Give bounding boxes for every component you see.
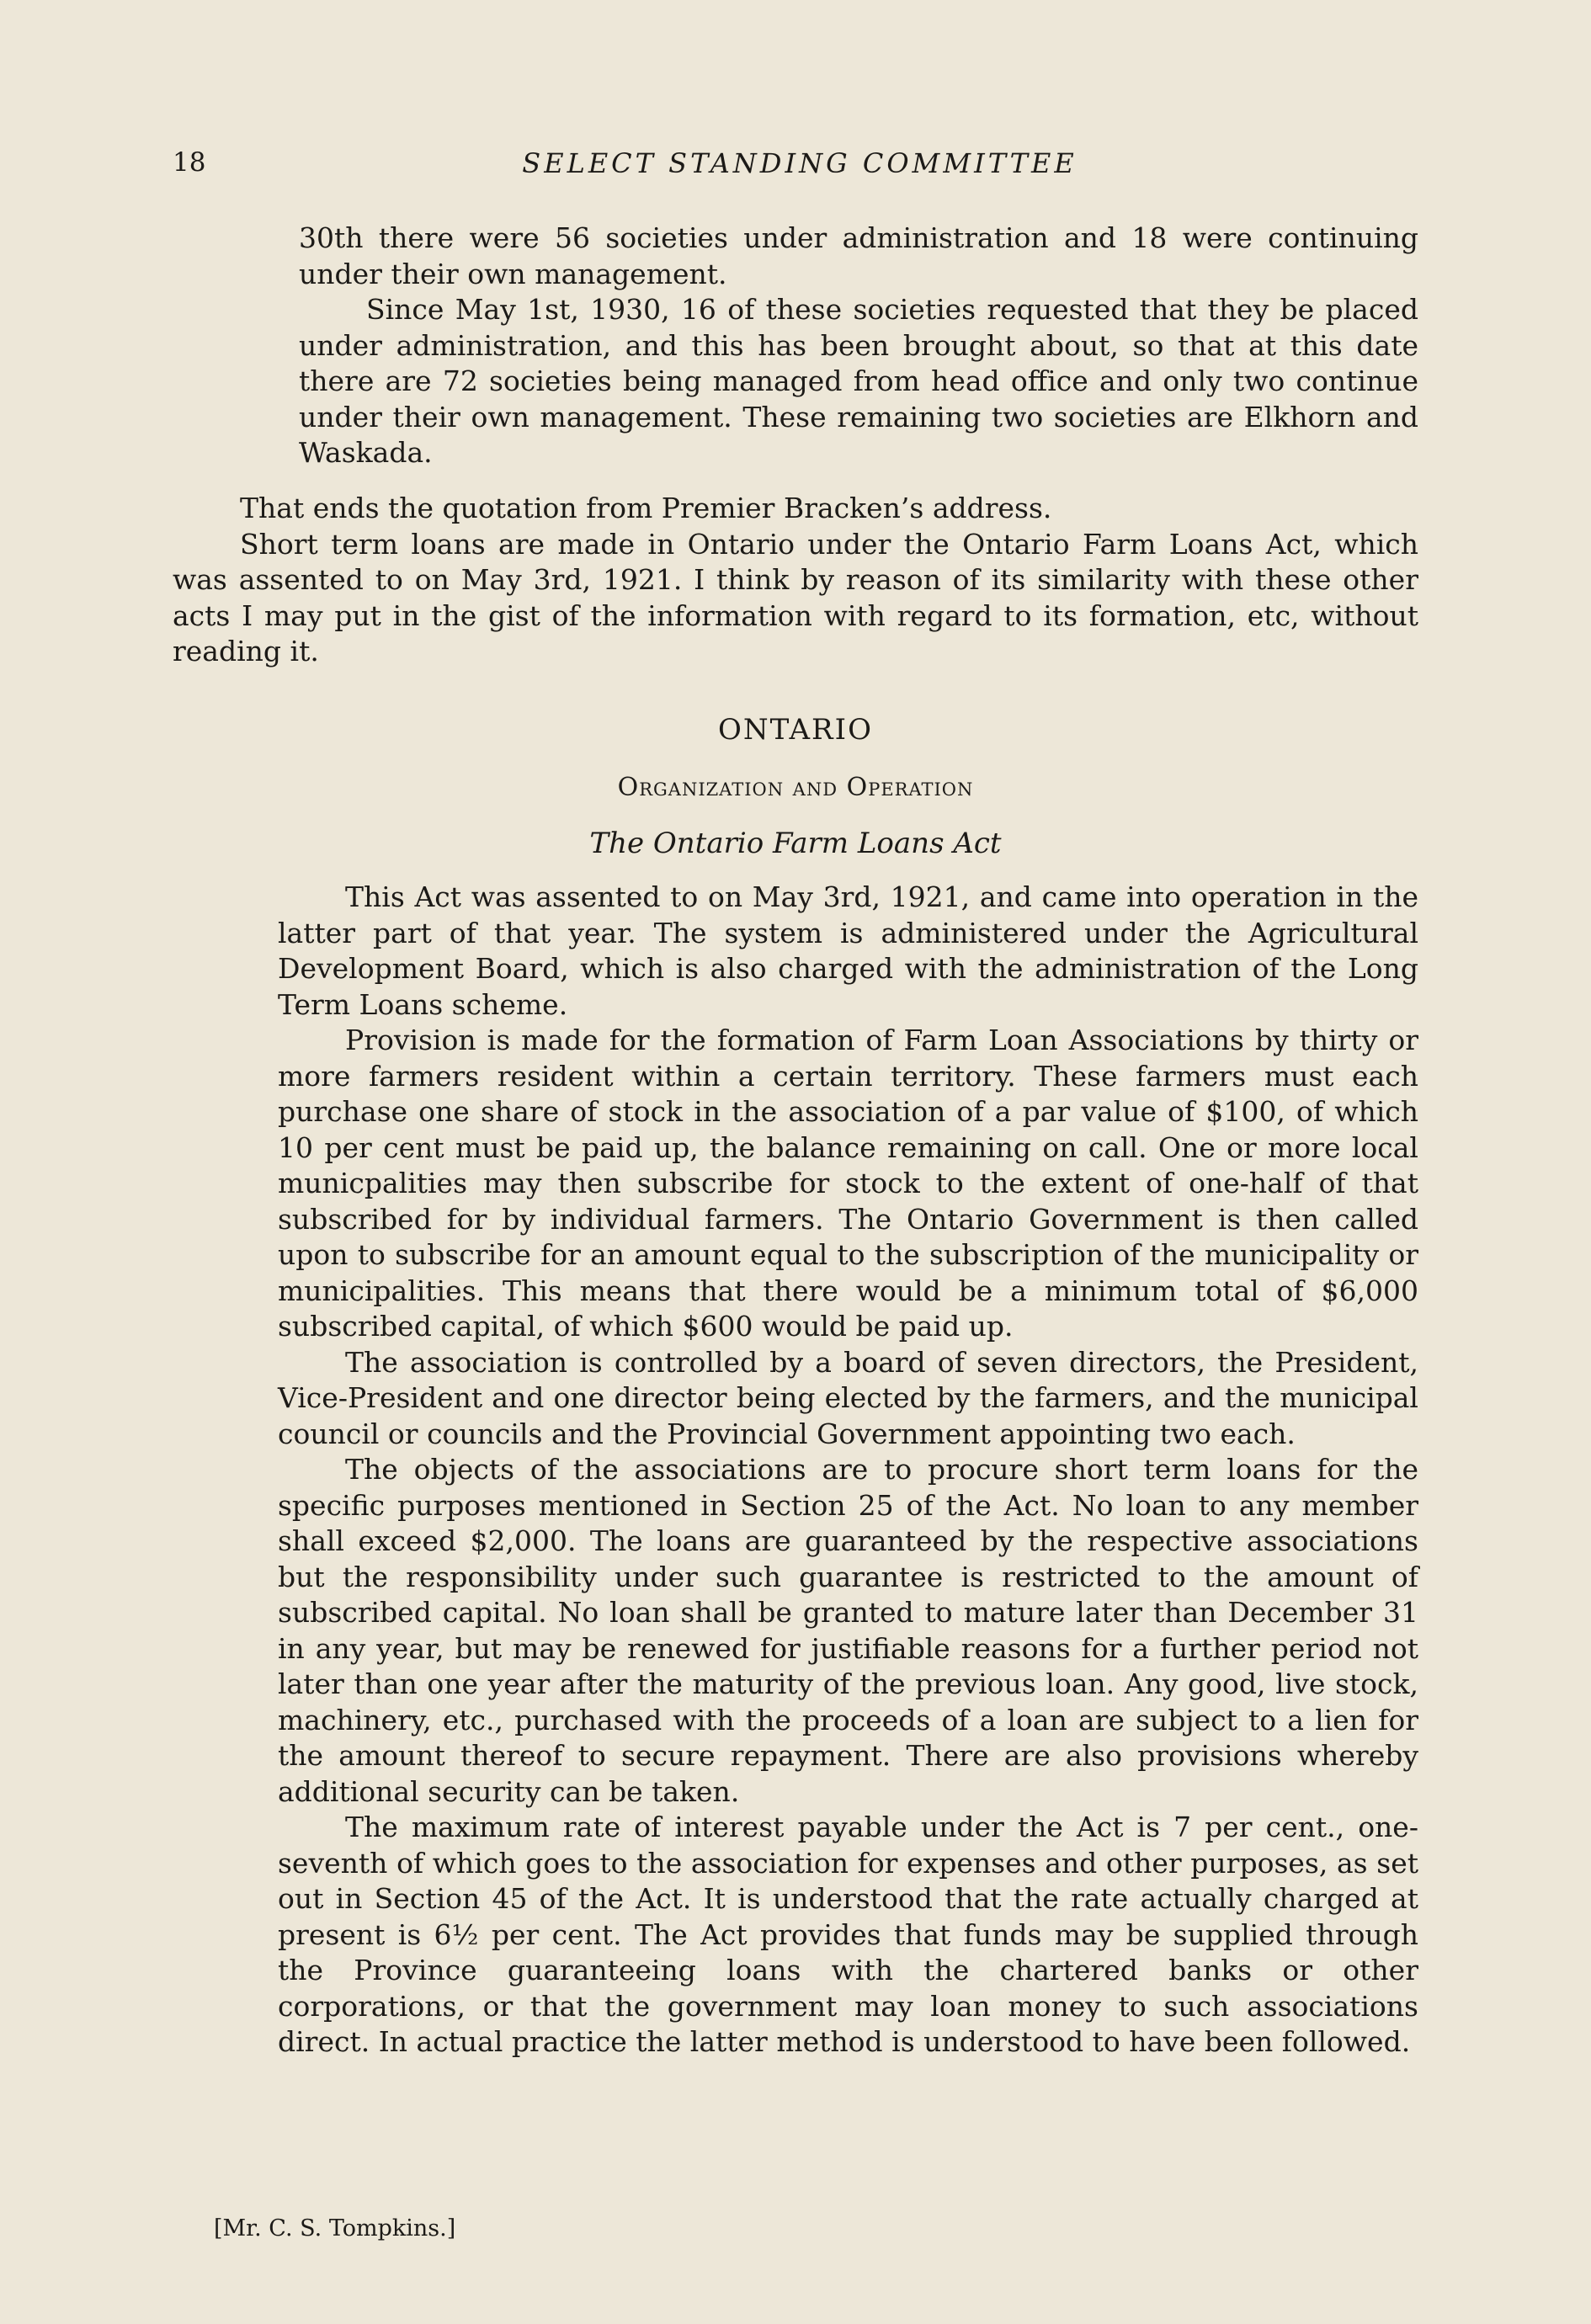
speaker-attribution: [Mr. C. S. Tompkins.] [214, 2215, 456, 2242]
section-paragraph: The maximum rate of interest payable under the Act is 7 per cent., one-seventh of which goes to the association for expenses and other purposes, as set out in Section 45 of the Act. It is understood that the rate actually charged at present is 6½ per cent. The Act provides that funds may be supplied through the Province guaranteeing loans with the chartered banks or other corporations, or that the government may loan money to such associations direct. In actual practice the latter method is understood to have been followed. [278, 1811, 1418, 2058]
running-head: SELECT STANDING COMMITTEE [522, 147, 1078, 179]
quote-paragraph: Since May 1st, 1930, 16 of these societies requested that they be placed under administration, and this has been brought about, so that at this date there are 72 societies being managed from head office and only two continue under their own management. These remaining two societies are Elkhorn and Waskada. [299, 293, 1418, 469]
page-header [173, 147, 1427, 189]
section-heading: ONTARIO [718, 713, 873, 747]
section-subheading: Organization and Operation [617, 773, 974, 802]
section-body-text [278, 880, 1418, 2061]
quoted-passage [299, 221, 1418, 471]
quote-paragraph: 30th there were 56 societies under administration and 18 were continuing under their own management. [299, 221, 1418, 290]
act-title: The Ontario Farm Loans Act [589, 827, 1002, 860]
body-text [173, 491, 1418, 670]
section-paragraph: Provision is made for the formation of Farm Loan Associations by thirty or more farmers resident within a certain territory. These farmers must each purchase one share of stock in the association of a par value of $100, of which 10 per cent must be paid up, the balance remaining on call. One or more local municpalities may then subscribe for stock to the extent of one-half of that subscribed for by individual farmers. The Ontario Government is then called upon to subscribe for an amount equal to the subscription of the municipality or municipalities. This means that there would be a minimum total of $6,000 subscribed capital, of which $600 would be paid up. [278, 1024, 1418, 1343]
page-number: 18 [173, 147, 206, 178]
section-paragraph: This Act was assented to on May 3rd, 1921, and came into operation in the latter part of that year. The system is administered under the Agricultural Development Board, which is also charged with the administration of the Long Term Loans scheme. [278, 880, 1418, 1021]
body-paragraph: That ends the quotation from Premier Bracken’s address. [240, 492, 1052, 524]
body-paragraph: Short term loans are made in Ontario under the Ontario Farm Loans Act, which was assented to on May 3rd, 1921. I think by reason of its similarity with these other acts I may put in the gist of the information with regard to its formation, etc, without reading it. [173, 527, 1418, 667]
section-paragraph: The association is controlled by a board of seven directors, the President, Vice-President and one director being elected by the farmers, and the municipal council or councils and the Provincial Government appointing two each. [278, 1345, 1418, 1450]
section-paragraph: The objects of the associations are to procure short term loans for the specific purposes mentioned in Section 25 of the Act. No loan to any member shall exceed $2,000. The loans are guaranteed by the respective associations but the responsibility under such guarantee is restricted to the amount of subscribed capital. No loan shall be granted to mature later than December 31 in any year, but may be renewed for justifiable reasons for a further period not later than one year after the maturity of the previous loan. Any good, live stock, machinery, etc., purchased with the proceeds of a loan are subject to a lien for the amount thereof to secure repayment. There are also provisions whereby additional security can be taken. [278, 1453, 1418, 1808]
